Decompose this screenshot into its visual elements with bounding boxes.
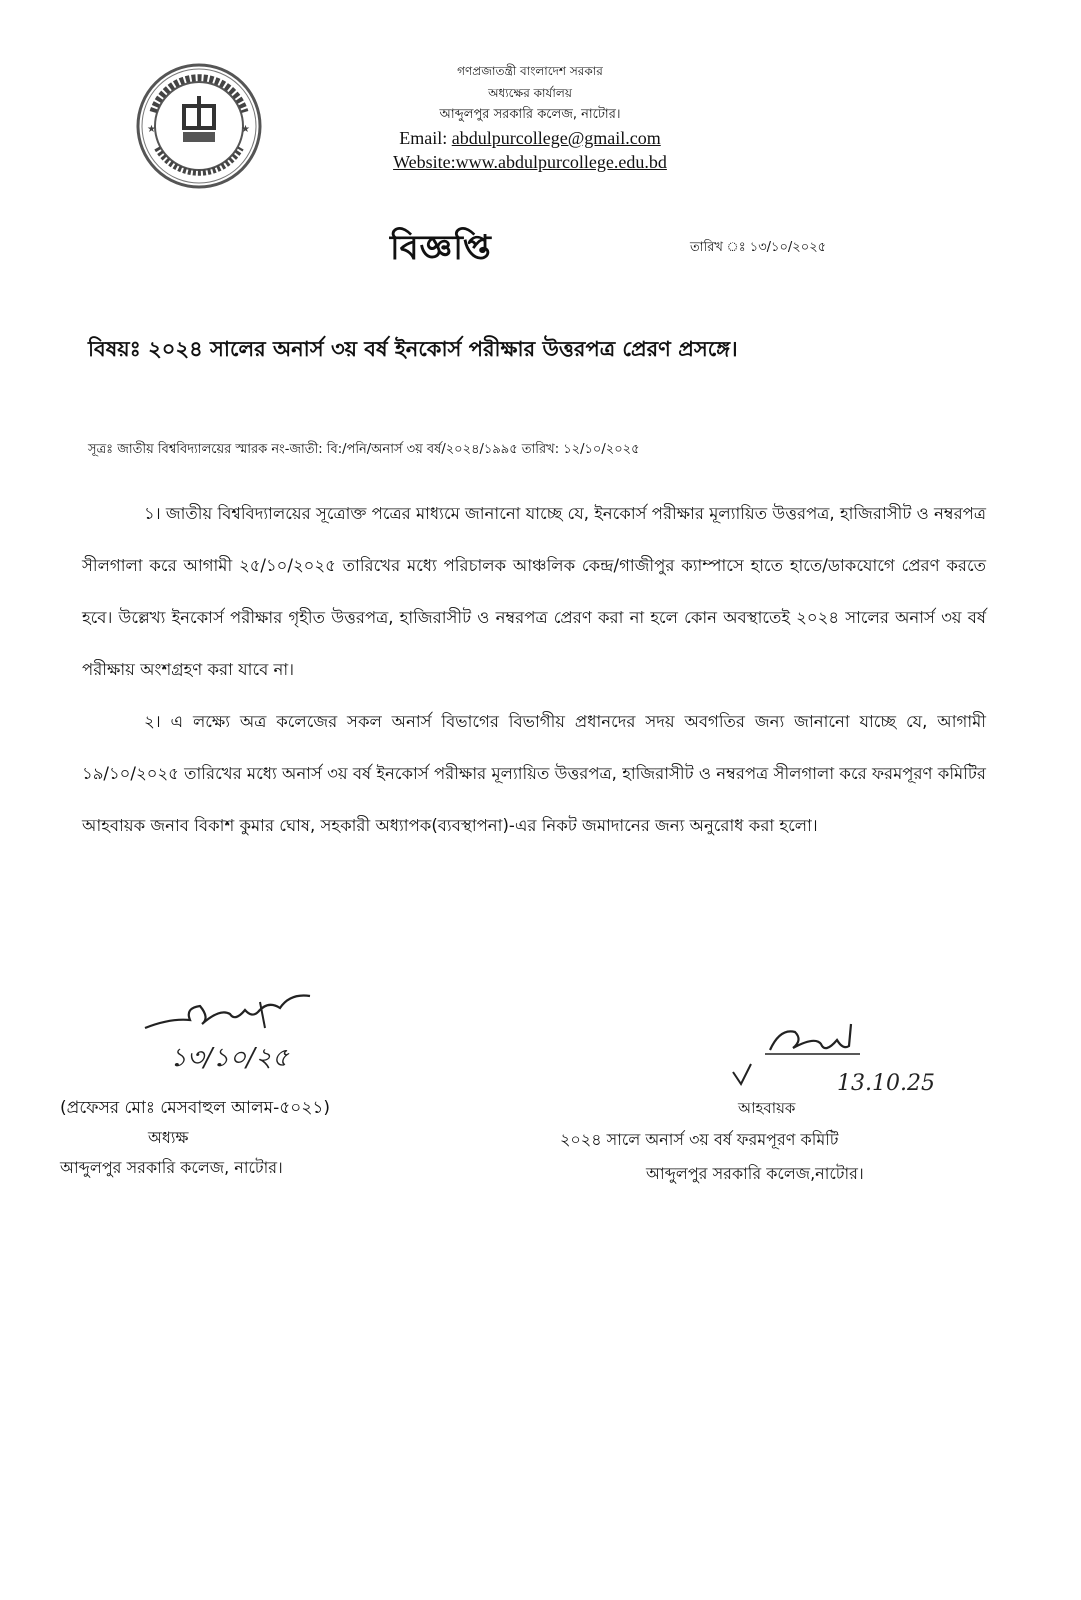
email-label: Email:	[399, 128, 448, 148]
svg-text:★: ★	[147, 124, 156, 135]
office-name: অধ্যক্ষের কার্যালয়	[488, 86, 572, 100]
notice-title: বিজ্ঞপ্তি	[390, 228, 492, 268]
email-link[interactable]: abdulpurcollege@gmail.com	[451, 128, 661, 148]
convener-signatory	[560, 1093, 980, 1191]
college-seal-icon	[135, 62, 263, 190]
letterhead	[330, 60, 730, 174]
committee-name: ২০২৪ সালে অনার্স ৩য় বর্ষ ফরমপূরণ কমিটি	[560, 1130, 839, 1149]
email-line	[330, 126, 730, 150]
website-line	[330, 150, 730, 174]
svg-text:★: ★	[241, 124, 250, 135]
notice-reference: সূত্রঃ জাতীয় বিশ্ববিদ্যালয়ের স্মারক নং-জাতী: বি:/পনি/অনার্স ৩য় বর্ষ/২০২৪/১৯৯৫ তারিখ: ১২/১০/২০২৫	[88, 442, 640, 457]
convener-role: আহবায়ক	[738, 1099, 796, 1117]
notice-date: তারিখ ঃ ১৩/১০/২০২৫	[690, 240, 827, 255]
college-name: আব্দুলপুর সরকারি কলেজ, নাটোর।	[439, 107, 621, 122]
principal-institution: আব্দুলপুর সরকারি কলেজ, নাটোর।	[60, 1158, 283, 1177]
paragraph-2: ২। এ লক্ষ্যে অত্র কলেজের সকল অনার্স বিভাগের বিভাগীয় প্রধানদের সদয় অবগতির জন্য জানানো যাচ্ছে যে, আগামী ১৯/১০/২০২৫ তারিখের মধ্যে অনার্স ৩য় বর্ষ ইনকোর্স পরীক্ষার মূল্যায়িত উত্তরপত্র, হাজিরাসীট ও নম্বরপত্র সীলগালা করে ফরমপূরণ কমিটির আহবায়ক জনাব বিকাশ কুমার ঘোষ, সহকারী অধ্যাপক(ব্যবস্থাপনা)-এর নিকট জমাদানের জন্য অনুরোধ করা হলো।	[82, 712, 986, 835]
convener-institution: আব্দুলপুর সরকারি কলেজ,নাটোর।	[646, 1164, 864, 1183]
principal-signature-date: ১৩/১০/২৫	[170, 1043, 289, 1073]
principal-signature-icon	[140, 988, 340, 1078]
principal-signatory	[60, 1093, 420, 1183]
notice-subject: বিষয়ঃ ২০২৪ সালের অনার্স ৩য় বর্ষ ইনকোর্স পরীক্ষার উত্তরপত্র প্রেরণ প্রসঙ্গে।	[88, 337, 738, 361]
principal-designation: অধ্যক্ষ	[148, 1128, 189, 1147]
convener-signature-icon	[725, 1010, 965, 1100]
website-label: Website:	[393, 152, 456, 172]
convener-signature-date: 13.10.25	[837, 1071, 935, 1096]
notice-body	[82, 488, 986, 852]
paragraph-1: ১। জাতীয় বিশ্ববিদ্যালয়ের সূত্রোক্ত পত্রের মাধ্যমে জানানো যাচ্ছে যে, ইনকোর্স পরীক্ষার মূল্যায়িত উত্তরপত্র, হাজিরাসীট ও নম্বরপত্র সীলগালা করে আগামী ২৫/১০/২০২৫ তারিখের মধ্যে পরিচালক আঞ্চলিক কেন্দ্র/গাজীপুর ক্যাম্পাসে হাতে হাতে/ডাকযোগে প্রেরণ করতে হবে। উল্লেখ্য ইনকোর্স পরীক্ষার গৃহীত উত্তরপত্র, হাজিরাসীট ও নম্বরপত্র প্রেরণ করা না হলে কোন অবস্থাতেই ২০২৪ সালের অনার্স ৩য় বর্ষ পরীক্ষায় অংশগ্রহণ করা যাবে না।	[82, 504, 986, 679]
principal-name: (প্রফেসর মোঃ মেসবাহুল আলম-৫০২১)	[60, 1098, 331, 1118]
govt-name: গণপ্রজাতন্ত্রী বাংলাদেশ সরকার	[457, 64, 603, 78]
website-link[interactable]: www.abdulpurcollege.edu.bd	[455, 152, 667, 172]
